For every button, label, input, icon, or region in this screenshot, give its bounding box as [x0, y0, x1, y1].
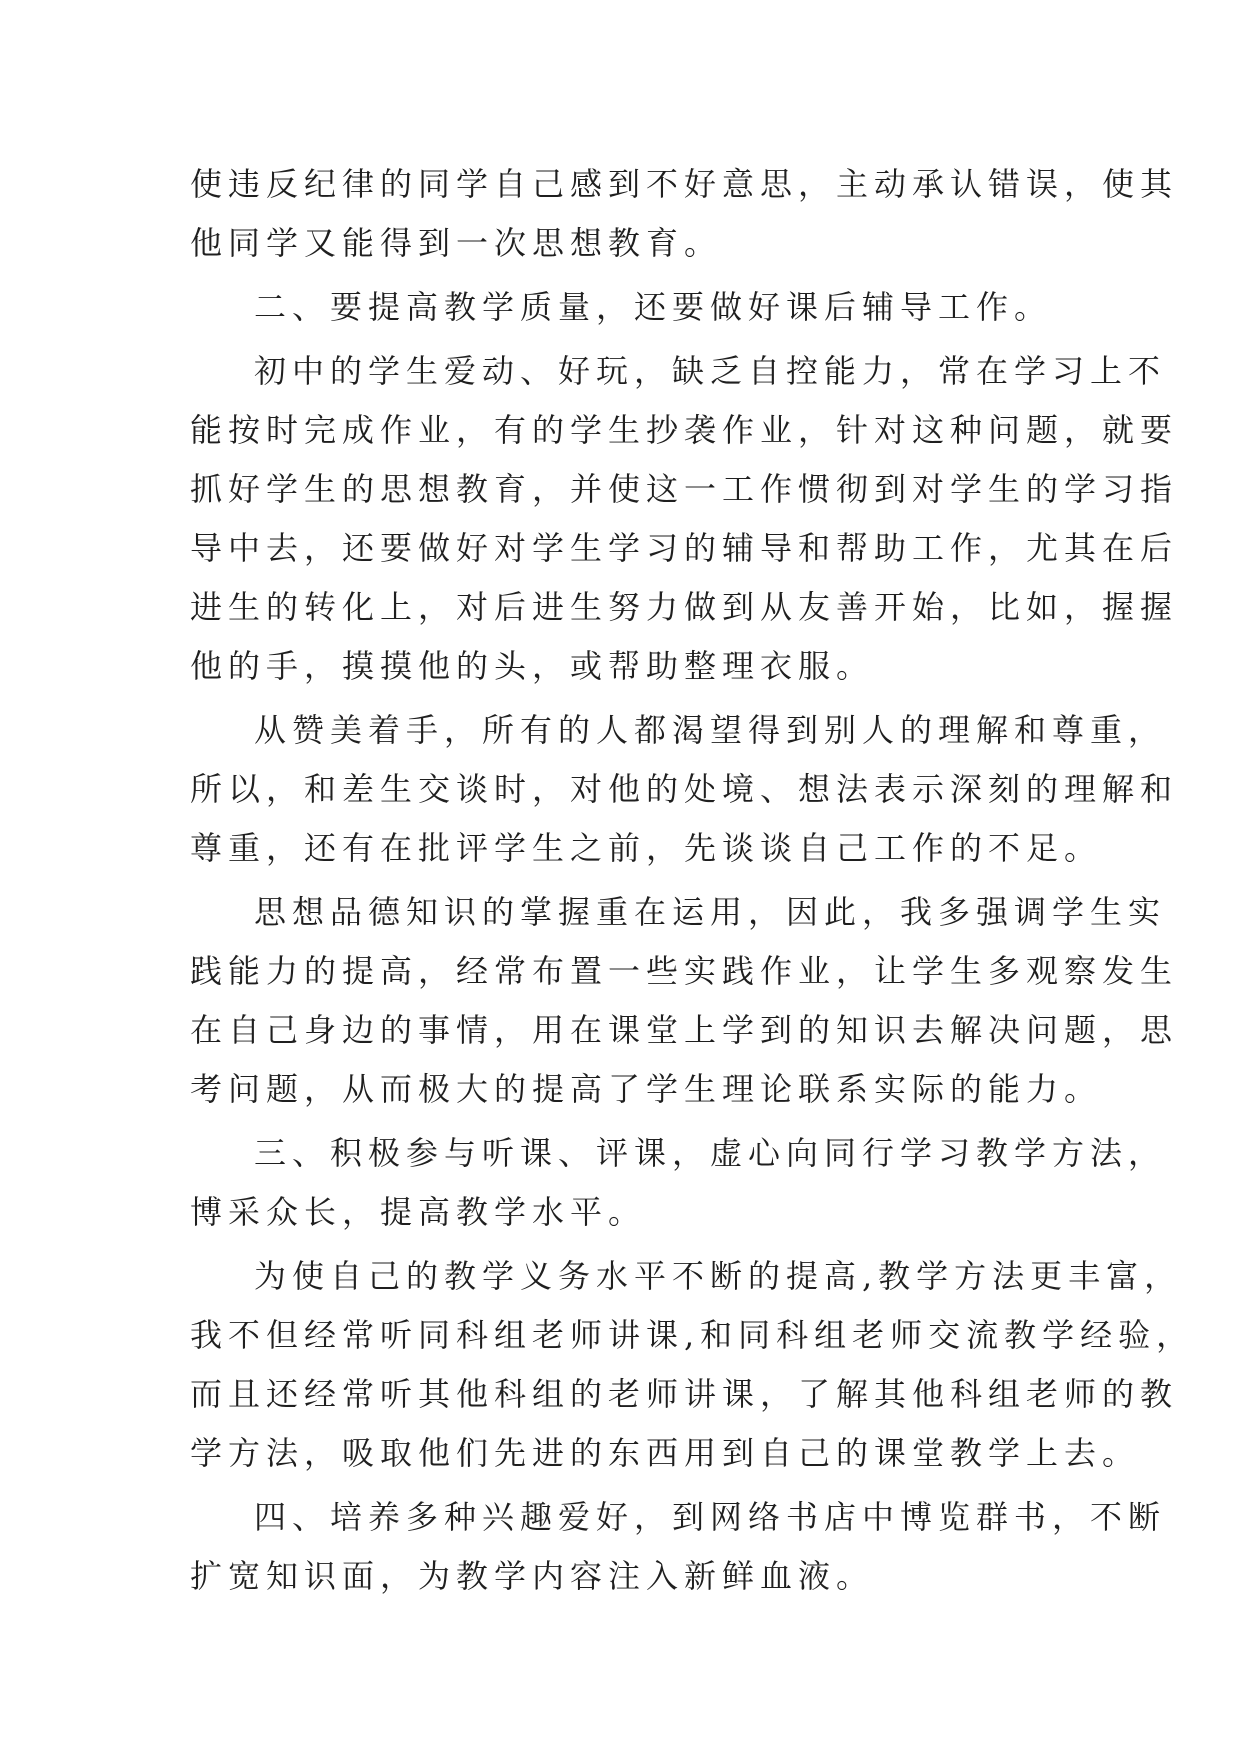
- text-line: 他同学又能得到一次思想教育。: [190, 224, 723, 262]
- section-heading: 三、积极参与听课、评课，虚心向同行学习教学方法，: [254, 1134, 1167, 1172]
- text-line: 博采众长，提高教学水平。: [190, 1193, 647, 1231]
- text-line: 在自己身边的事情，用在课堂上学到的知识去解决问题，思: [190, 1011, 1179, 1049]
- text-line: 尊重，还有在批评学生之前，先谈谈自己工作的不足。: [190, 829, 1103, 867]
- text-line: 扩宽知识面，为教学内容注入新鲜血液。: [190, 1557, 875, 1595]
- text-line: 而且还经常听其他科组的老师讲课，了解其他科组老师的教: [190, 1375, 1179, 1413]
- text-line: 进生的转化上，对后进生努力做到从友善开始，比如，握握: [190, 588, 1179, 626]
- text-line: 抓好学生的思想教育，并使这一工作惯彻到对学生的学习指: [190, 470, 1179, 508]
- text-line: 考问题，从而极大的提高了学生理论联系实际的能力。: [190, 1070, 1103, 1108]
- paragraph-first-line: 初中的学生爱动、好玩，缺乏自控能力，常在学习上不: [254, 352, 1167, 390]
- paragraph-first-line: 为使自己的教学义务水平不断的提高,教学方法更丰富，: [254, 1257, 1183, 1295]
- text-line: 能按时完成作业，有的学生抄袭作业，针对这种问题，就要: [190, 411, 1179, 449]
- section-heading: 四、培养多种兴趣爱好，到网络书店中博览群书，不断: [254, 1498, 1167, 1536]
- section-heading: 二、要提高教学质量，还要做好课后辅导工作。: [254, 288, 1053, 326]
- text-line: 我不但经常听同科组老师讲课,和同科组老师交流教学经验，: [190, 1316, 1195, 1354]
- text-line: 导中去，还要做好对学生学习的辅导和帮助工作，尤其在后: [190, 529, 1179, 567]
- text-line: 使违反纪律的同学自己感到不好意思，主动承认错误，使其: [190, 165, 1179, 203]
- text-line: 践能力的提高，经常布置一些实践作业，让学生多观察发生: [190, 952, 1179, 990]
- paragraph-first-line: 从赞美着手，所有的人都渴望得到别人的理解和尊重，: [254, 711, 1167, 749]
- text-line: 所以，和差生交谈时，对他的处境、想法表示深刻的理解和: [190, 770, 1179, 808]
- text-line: 学方法，吸取他们先进的东西用到自己的课堂教学上去。: [190, 1434, 1141, 1472]
- paragraph-first-line: 思想品德知识的掌握重在运用，因此，我多强调学生实: [254, 893, 1167, 931]
- text-line: 他的手，摸摸他的头，或帮助整理衣服。: [190, 647, 875, 685]
- document-body: [190, 155, 1195, 1606]
